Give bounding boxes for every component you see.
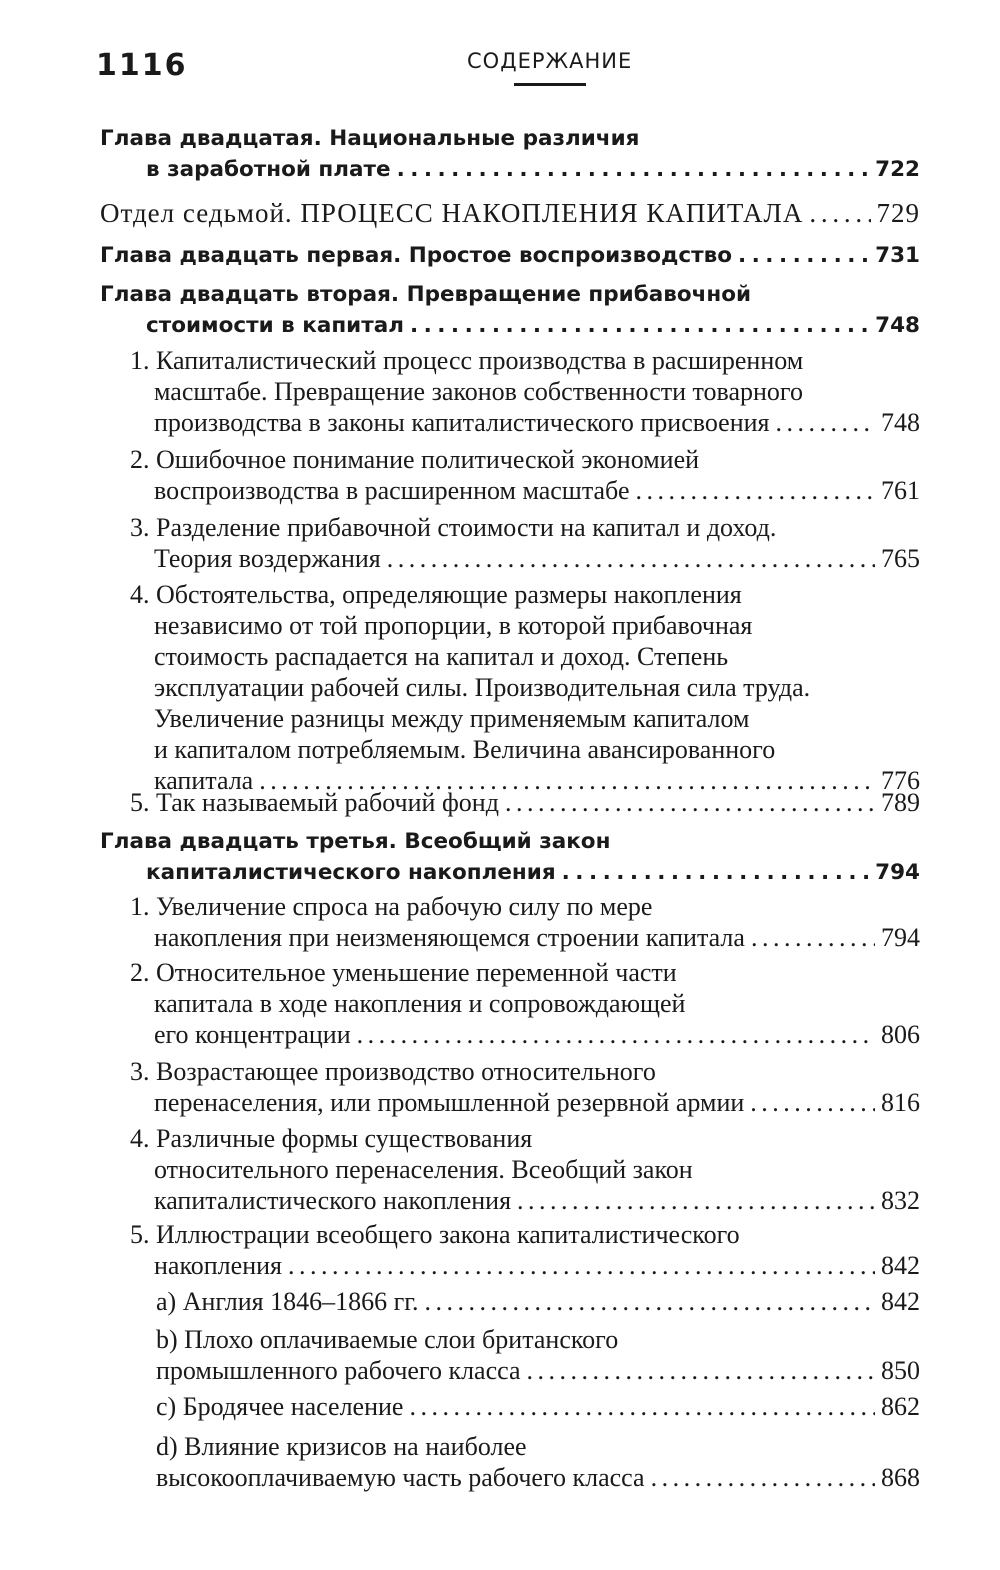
leader-dots [750, 1088, 875, 1118]
toc-section-22-1[interactable] [130, 346, 920, 439]
toc-entry-text: и капиталом потребляемым. Величина авансированного [154, 735, 776, 764]
toc-entry-text: 1. Капиталистический процесс производства в расширенном [130, 346, 804, 375]
page-ref: 850 [881, 1356, 920, 1385]
toc-entry-text: промышленного рабочего класса [156, 1356, 521, 1385]
leader-dots [424, 1287, 875, 1317]
page-ref: 862 [881, 1392, 920, 1421]
toc-part-7[interactable] [100, 198, 920, 229]
toc-entry-text: 4. Обстоятельства, определяющие размеры накопления [130, 580, 742, 609]
leader-dots [562, 860, 869, 885]
toc-entry-text: Теория воздержания [154, 544, 381, 573]
page-ref: 842 [881, 1287, 920, 1316]
toc-entry-text: a) Англия 1846–1866 гг. [156, 1287, 419, 1316]
toc-entry-text: его концентрации [154, 1020, 351, 1049]
toc-entry-text: капитала [154, 766, 254, 795]
leader-dots [409, 1392, 875, 1422]
leader-dots [387, 544, 875, 574]
leader-dots [751, 923, 875, 953]
page-ref: 729 [876, 198, 920, 228]
toc-entry-text: b) Плохо оплачиваемые слои британского [156, 1325, 619, 1354]
page-ref: 748 [875, 313, 920, 338]
toc-section-23-4[interactable] [130, 1124, 920, 1217]
toc-section-23-1[interactable] [130, 892, 920, 954]
toc-subsection-23-5a[interactable] [134, 1287, 920, 1318]
toc-subsection-23-5d[interactable] [134, 1432, 920, 1494]
leader-dots [397, 157, 870, 182]
toc-entry-text: 5. Иллюстрации всеобщего закона капиталистического [130, 1220, 740, 1249]
toc-entry-text: c) Бродячее население [156, 1392, 404, 1421]
page-ref: 794 [875, 860, 920, 885]
toc-entry-text: 4. Различные формы существования [130, 1124, 533, 1153]
toc-chapter-22[interactable] [100, 282, 920, 344]
leader-dots [357, 1020, 875, 1050]
toc-entry-text: масштабе. Превращение законов собственности товарного [154, 377, 803, 406]
page-ref: 794 [881, 923, 920, 952]
toc-section-23-2[interactable] [130, 958, 920, 1051]
page-ref: 789 [881, 788, 920, 817]
toc-entry-text: производства в законы капиталистического присвоения [154, 408, 770, 437]
toc-entry-text: накопления при неизменяющемся строении капитала [154, 923, 745, 952]
toc-entry-text: капиталистического накопления [154, 1186, 512, 1215]
page-ref: 761 [881, 476, 920, 505]
page-ref: 731 [875, 243, 920, 268]
leader-dots [809, 198, 870, 229]
toc-entry-text: капиталистического накопления [146, 860, 556, 885]
page-header [0, 40, 1000, 100]
page-ref: 722 [875, 157, 920, 182]
toc-section-22-5[interactable] [130, 788, 920, 819]
leader-dots [410, 313, 869, 338]
toc-entry-text: эксплуатации рабочей силы. Производительная сила труда. [154, 673, 811, 702]
toc-entry-text: 1. Увеличение спроса на рабочую силу по мере [130, 892, 653, 921]
leader-dots [288, 1251, 875, 1281]
page-ref: 868 [881, 1463, 920, 1492]
toc-section-22-4[interactable] [130, 580, 920, 797]
toc-section-23-5[interactable] [130, 1220, 920, 1282]
leader-dots [635, 476, 875, 506]
toc-entry-text: в заработной плате [146, 157, 391, 182]
toc-entry-text: 2. Относительное уменьшение переменной части [130, 958, 677, 987]
toc-chapter-23[interactable] [100, 829, 920, 891]
toc-entry-text: Глава двадцать третья. Всеобщий закон [100, 829, 611, 854]
leader-dots [517, 1186, 875, 1216]
leader-dots [738, 243, 869, 268]
toc-entry-text: Глава двадцать первая. Простое воспроизводство [100, 243, 732, 268]
toc-section-23-3[interactable] [130, 1057, 920, 1119]
toc-entry-text: 3. Возрастающее производство относительного [130, 1057, 656, 1086]
toc-entry-text: накопления [154, 1251, 282, 1280]
page-ref: 816 [881, 1088, 920, 1117]
toc-section-22-2[interactable] [130, 445, 920, 507]
page-ref: 832 [881, 1186, 920, 1215]
running-title: СОДЕРЖАНИЕ [467, 49, 633, 73]
toc-entry-text: капитала в ходе накопления и сопровождающей [154, 989, 686, 1018]
page-ref: 806 [881, 1020, 920, 1049]
toc-entry-text: 2. Ошибочное понимание политической экономией [130, 445, 700, 474]
toc-chapter-21[interactable] [100, 243, 920, 274]
page-ref: 748 [881, 408, 920, 437]
toc-section-22-3[interactable] [130, 513, 920, 575]
page-number: 1116 [96, 48, 188, 83]
toc-entry-text: Глава двадцатая. Национальные различия [100, 126, 640, 151]
toc-entry-text: перенаселения, или промышленной резервной армии [154, 1088, 745, 1117]
toc-entry-text: стоимости в капитал [146, 313, 404, 338]
toc-entry-text: воспроизводства в расширенном масштабе [154, 476, 630, 505]
leader-dots [651, 1463, 875, 1493]
toc-entry-text: 3. Разделение прибавочной стоимости на капитал и доход. [130, 513, 777, 542]
toc-entry-text: независимо от той пропорции, в которой прибавочная [154, 611, 753, 640]
toc-entry-text: стоимость распадается на капитал и доход. Степень [154, 642, 729, 671]
page-ref: 842 [881, 1251, 920, 1280]
page-ref: 776 [881, 766, 920, 795]
toc-entry-text: Глава двадцать вторая. Превращение прибавочной [100, 282, 752, 307]
leader-dots [776, 408, 876, 438]
toc-entry-text: высокооплачиваемую часть рабочего класса [156, 1463, 645, 1492]
toc-subsection-23-5b[interactable] [134, 1325, 920, 1387]
page-ref: 765 [881, 544, 920, 573]
toc-entry-text: Отдел седьмой. ПРОЦЕСС НАКОПЛЕНИЯ КАПИТАЛА [100, 198, 804, 228]
title-underline [514, 83, 586, 86]
leader-dots [527, 1356, 875, 1386]
toc-chapter-20[interactable] [100, 126, 920, 188]
toc-entry-text: d) Влияние кризисов на наиболее [156, 1432, 527, 1461]
toc-entry-text: относительного перенаселения. Всеобщий закон [154, 1155, 693, 1184]
toc-entry-text: 5. Так называемый рабочий фонд [130, 788, 499, 817]
leader-dots [505, 788, 875, 818]
toc-subsection-23-5c[interactable] [134, 1392, 920, 1423]
toc-entry-text: Увеличение разницы между применяемым капиталом [154, 704, 750, 733]
